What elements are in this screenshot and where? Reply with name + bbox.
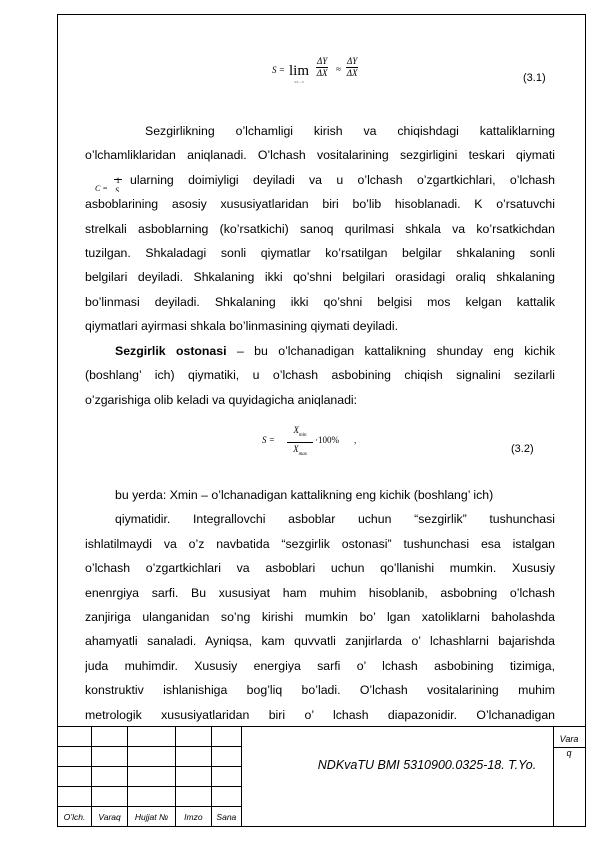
fraction-bar: [114, 179, 122, 180]
text-line: qiymatidir. Integrallovchi asboblar uchun “sezgirlik” tushunchasi: [115, 512, 555, 527]
text-line: konstruktiv ishlanishiga bog’liq bo’ladi. O’lchash vositalarining muhim: [85, 683, 555, 698]
equation-number-3-1: (3.1): [523, 72, 546, 84]
formula-3-2: [262, 424, 372, 458]
text-fragment: – bu o’lchanadigan kattalikning shunday eng kichik: [236, 344, 555, 358]
term-sezgirlik-ostonasi: Sezgirlik ostonasi: [115, 344, 227, 358]
text-line: asboblarining asosiy xususiyatlaridan biri bo’lib hisoblanadi. K o’rsatuvchi: [85, 197, 555, 212]
equation-number-3-2: (3.2): [511, 443, 534, 455]
fraction-numerator: ΔY: [347, 56, 358, 66]
text-line: zanjiriga ulanganidan so’ng kirishi mumkin bo’ lgan xatoliklarni baholashda: [85, 609, 555, 624]
text-line-with-formula: [85, 168, 555, 192]
inline-formula: [85, 171, 125, 191]
numerator-symbol: X: [293, 425, 299, 435]
fraction-denominator: ΔX: [316, 68, 328, 78]
text-line: o’lchash o’zgartkichlari va asboblari uchun qo’llanishi mumkin. Xususiy: [85, 561, 555, 576]
text-line: ularning doimiyligi deyiladi va u o’lchash o’zgartkichlari, o’lchash: [130, 173, 555, 188]
text-line: tuzilgan. Shkaladagi sonli qiymatlar ko’rsatilgan belgilar shkalaning sonli: [85, 245, 555, 260]
label-olch: O’lch.: [58, 807, 92, 827]
fraction-numerator: [287, 424, 313, 443]
document-number: NDKvaTU BMI 5310900.0325-18. T.Yo.: [317, 758, 537, 772]
label-imzo: Imzo: [176, 807, 212, 827]
paragraph-2: [85, 339, 555, 412]
text-line: bu yerda: Xmin – o’lchanadigan kattalikning eng kichik (boshlang’ ich): [115, 488, 494, 502]
paragraph-3: [85, 483, 555, 727]
label-hujjat: Hujjat №: [128, 807, 176, 827]
denominator-symbol: X: [293, 443, 299, 454]
text-line: o’zgarishiga olib keladi va quyidagicha aniqlanadi:: [85, 392, 358, 407]
numerator-subscript: min: [299, 432, 307, 438]
text-line: belgilari deyiladi. Shkalaning ikki qo’shni belgilari orasidagi oraliq shkalaning: [85, 270, 555, 285]
formula-comma: ,: [354, 435, 357, 445]
formula-fraction-1: [316, 56, 328, 79]
formula-fraction-2: [346, 56, 358, 79]
text-line: o’lchamliklaridan aniqlanadi. O’lchash vositalarining sezgirligini teskari qiymati: [85, 148, 555, 163]
formula-approx: ≈: [336, 64, 341, 74]
text-line: (boshlang’ ich) qiymatiki, u o’lchash asbobining chiqish signalini sezilarli: [85, 368, 555, 383]
stamp-top-border: [57, 726, 586, 827]
text-line: juda muhimdir. Xususiy energiya sarfi o’ lchash asbobining tizimiga,: [85, 658, 555, 673]
text-line: ahamyatli sanaladi. Ayniqsa, kam quvvatli zanjirlarda o’ lchashlarni bajarishda: [85, 634, 555, 649]
formula-fraction: [287, 424, 313, 461]
formula-3-1: [272, 56, 392, 86]
formula-tail: ·100%: [315, 435, 339, 445]
vara-value: q: [566, 748, 572, 758]
fraction-denominator: [287, 443, 313, 461]
inline-formula-lhs: C =: [95, 183, 108, 193]
label-sana: Sana: [211, 807, 241, 827]
inline-formula-num: 1: [116, 175, 120, 185]
text-line: metrologik xususiyatlaridan biri o’ lchash diapazonidir. O’lchanadigan: [85, 707, 555, 722]
fraction-denominator: ΔX: [346, 68, 358, 78]
text-line-with-term: [85, 339, 555, 363]
formula-lim-sub: ΔX→0: [294, 80, 305, 84]
inline-formula-den: S: [115, 185, 119, 193]
text-line: ishlatilmaydi va o’z navbatida “sezgirlik ostonasi” tushunchasi esa istalgan: [85, 536, 555, 551]
formula-lim: lim: [289, 63, 310, 79]
text-line: Sezgirlikning o’lchamligi kirish va chiqishdagi kattaliklarning: [145, 124, 555, 138]
vara-label: Vara: [559, 734, 579, 744]
formula-lhs: S =: [272, 65, 285, 75]
formula-lhs: S =: [262, 435, 275, 445]
text-line: bo’linmasi deyiladi. Shkalaning ikki qo’shni belgisi mos kelgan kattalik: [85, 294, 555, 309]
title-block: [57, 726, 586, 827]
paragraph-1: [85, 119, 555, 339]
text-line: enenrgiya sarfi. Bu xususiyat ham muhim hisoblanib, asbobning o’lchash: [85, 585, 555, 600]
text-line: qiymatlari ayirmasi shkala bo’linmasining qiymati deyiladi.: [85, 319, 399, 334]
text-line: strelkali asboblarning (ko’rsatkichi) sanoq qurilmasi shkala va ko’rsatkichdan: [85, 221, 555, 236]
label-varaq: Varaq: [92, 807, 128, 827]
fraction-numerator: ΔY: [317, 56, 328, 66]
denominator-subscript: max: [298, 451, 307, 457]
